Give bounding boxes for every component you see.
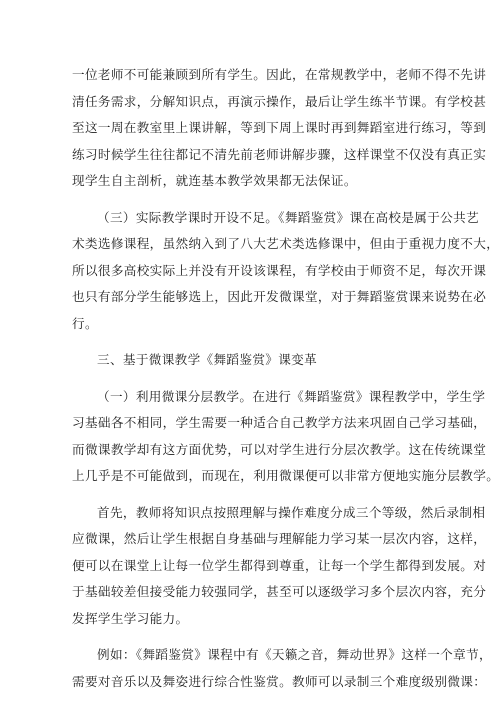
text-line: 行。 (72, 315, 98, 331)
text-line: 例如：《舞蹈鉴赏》课程中有《天籁之音，舞动世界》这样一个章节， (97, 647, 492, 662)
text-line: 首先，教师将知识点按照理解与操作难度分成三个等级，然后录制相 (97, 504, 486, 520)
text-line: 现学生自主剖析，就连基本教学效果都无法保证。 (72, 173, 357, 188)
paragraph-gap (72, 490, 432, 500)
paragraph-gap (72, 195, 432, 205)
text-line: 发挥学生学习能力。 (72, 610, 189, 626)
text-line: 一位老师不可能兼顾到所有学生。因此，在常规教学中，老师不得不先讲 (72, 67, 487, 82)
text-line: 需要对音乐以及舞姿进行综合性鉴赏。教师可以录制三个难度级别微课： (72, 673, 487, 689)
paragraph-gap (72, 337, 432, 347)
section-heading-text: 三、基于微课教学《舞蹈鉴赏》课变革 (97, 352, 318, 367)
paragraph-4 (72, 500, 487, 633)
text-line: 所以很多高校实际上并没有开设该课程，有学校由于师资不足，每次开课 (72, 262, 487, 278)
text-line: 上几乎是不可能做到，而现在，利用微课便可以非常方便地实施分层教学。 (72, 468, 500, 483)
text-line: 也只有部分学生能够选上，因此开发微课堂，对于舞蹈鉴赏课来说势在必 (72, 289, 487, 304)
text-line: 术类选修课程，虽然纳入到了八大艺术类选修课中，但由于重视力度不大， (72, 236, 500, 251)
section-heading (72, 347, 432, 374)
paragraph-1 (72, 62, 487, 195)
text-line: 至这一周在教室里上课讲解，等到下周上课时再到舞蹈室进行练习，等到 (72, 120, 487, 135)
document-page (72, 62, 500, 695)
text-line: 练习时候学生往往都记不清先前老师讲解步骤，这样课堂不仅没有真正实 (72, 146, 487, 162)
paragraph-gap (72, 374, 432, 384)
paragraph-5 (72, 642, 492, 695)
text-line: 于基础较差但接受能力较强同学，甚至可以逐级学习多个层次内容，充分 (72, 584, 487, 599)
text-line: 清任务需求，分解知识点，再演示操作，最后让学生练半节课。有学校甚 (72, 93, 487, 109)
paragraph-3 (72, 384, 500, 490)
paragraph-gap (72, 632, 432, 642)
text-line: 便可以在课堂上让每一位学生都得到尊重，让每一个学生都得到发展。对 (72, 557, 487, 573)
text-line: （一）利用微课分层教学。在进行《舞蹈鉴赏》课程教学中，学生学 (97, 388, 486, 404)
text-line: （三）实际教学课时开设不足。《舞蹈鉴赏》课在高校是属于公共艺 (97, 209, 480, 225)
text-line: 而微课教学却有这方面优势，可以对学生进行分层次教学。这在传统课堂 (72, 441, 487, 457)
paragraph-2 (72, 205, 500, 338)
text-line: 习基础各不相同，学生需要一种适合自己教学方法来巩固自己学习基础， (72, 415, 487, 430)
text-line: 应微课，然后让学生根据自身基础与理解能力学习某一层次内容，这样， (72, 531, 487, 546)
